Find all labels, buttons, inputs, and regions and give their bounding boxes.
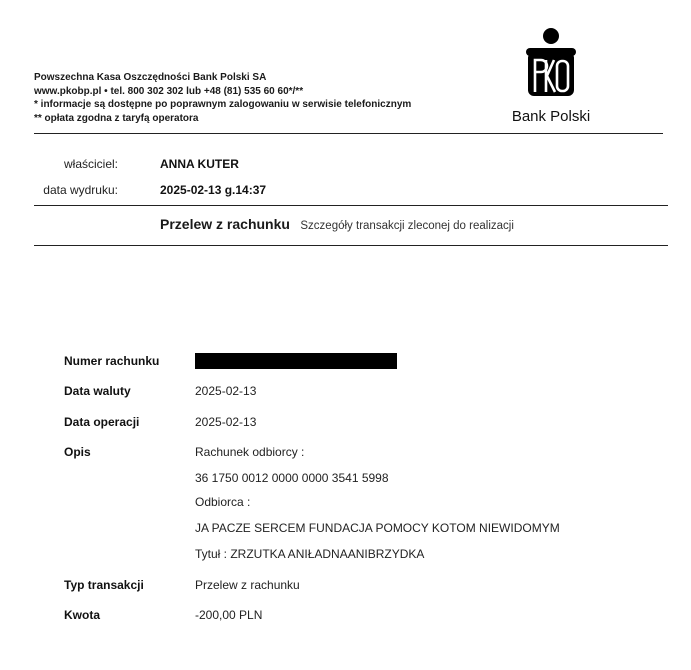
header-divider — [34, 133, 663, 134]
transaction-type-label: Typ transakcji — [64, 578, 144, 592]
title-main: Przelew z rachunku — [160, 216, 290, 232]
owner-value: ANNA KUTER — [160, 157, 239, 171]
description-line: JA PACZE SERCEM FUNDACJA POMOCY KOTOM NIEWIDOMYM — [195, 521, 560, 535]
title-bottom-divider — [34, 245, 668, 246]
bank-contact-line: www.pkobp.pl • tel. 800 302 302 lub +48 (81) 535 60 60*/** — [34, 85, 304, 97]
footnote-2: ** opłata zgodna z taryfą operatora — [34, 112, 199, 124]
pko-bank-polski-logo — [506, 26, 596, 128]
amount-value: -200,00 PLN — [195, 608, 263, 622]
title-subtitle: Szczegóły transakcji zleconej do realizacji — [300, 220, 514, 232]
operation-date-label: Data operacji — [64, 415, 140, 429]
account-number-label: Numer rachunku — [64, 354, 160, 368]
transaction-type: Przelew z rachunku — [195, 578, 300, 592]
document-title — [160, 216, 514, 234]
description-line: Odbiorca : — [195, 495, 251, 509]
bank-contact-info — [34, 71, 411, 125]
value-date-label: Data waluty — [64, 384, 131, 398]
description-label: Opis — [64, 445, 91, 459]
logo-text: Bank Polski — [511, 108, 591, 125]
amount-label: Kwota — [64, 608, 100, 622]
owner-label: właściciel: — [63, 157, 118, 171]
bank-name: Powszechna Kasa Oszczędności Bank Polski SA — [34, 72, 267, 83]
operation-date: 2025-02-13 — [195, 415, 257, 429]
description-line: Rachunek odbiorcy : — [195, 445, 305, 459]
pko-piggy-bank-icon — [524, 26, 578, 104]
footnote-1: * informacje są dostępne po poprawnym zalogowaniu w serwisie telefonicznym — [34, 99, 412, 110]
description-line: 36 1750 0012 0000 0000 3541 5998 — [195, 471, 389, 485]
account-number-redaction — [195, 353, 397, 369]
value-date: 2025-02-13 — [195, 384, 257, 398]
print-date-label: data wydruku: — [43, 183, 118, 197]
title-top-divider — [34, 205, 668, 206]
description-line: Tytuł : ZRZUTKA ANIŁADNAANIBRZYDKA — [195, 547, 425, 561]
print-date-value: 2025-02-13 g.14:37 — [160, 183, 267, 197]
